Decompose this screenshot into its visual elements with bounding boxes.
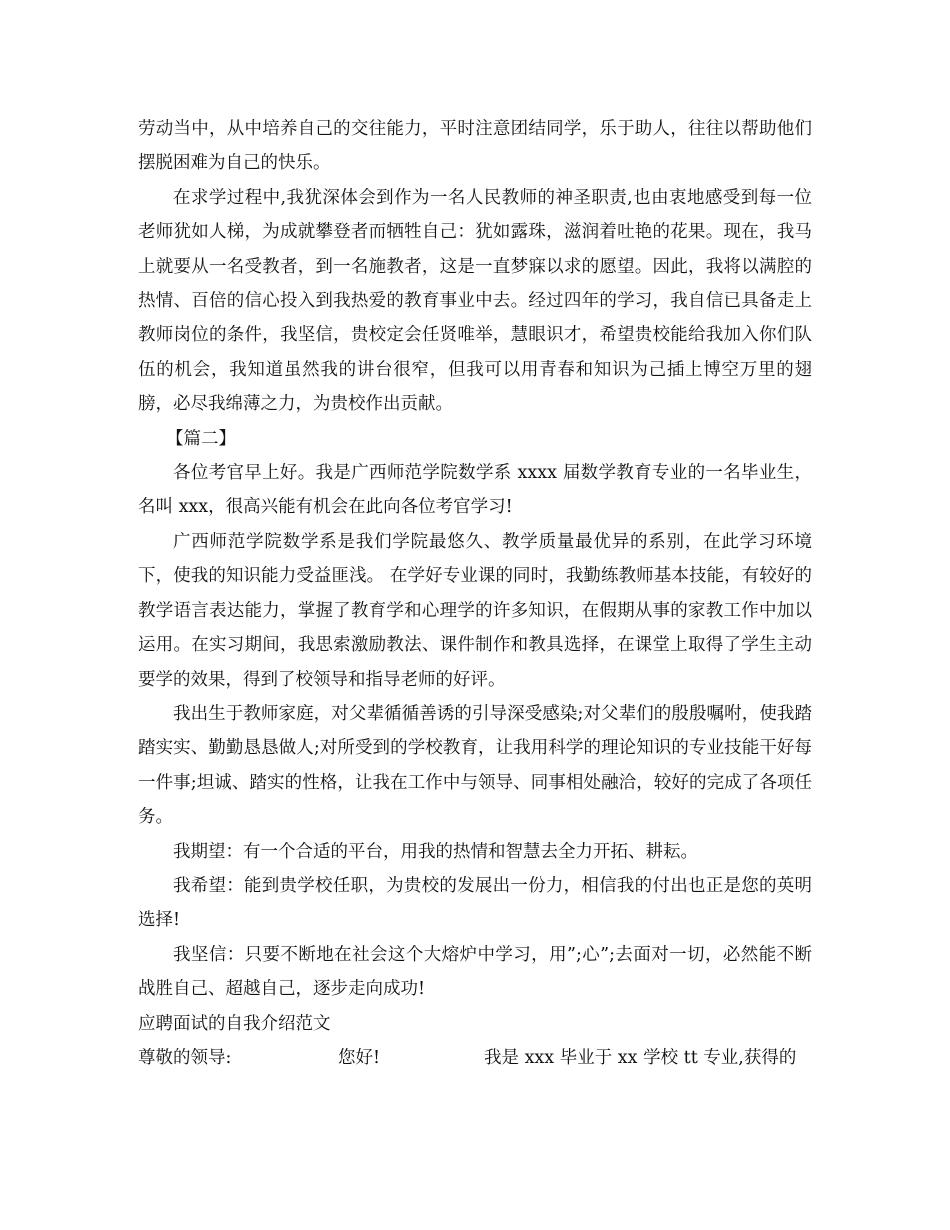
article-title: 应聘面试的自我介绍范文 — [138, 1013, 331, 1034]
paragraph-belief: 我坚信：只要不断地在社会这个大熔炉中学习，用”;心”;去面对一切，必然能不断战胜自己、超越自己，逐步走向成功! — [138, 944, 812, 1000]
greeting-hello: 您好! — [338, 1047, 381, 1068]
greeting-intro: 我是 xxx 毕业于 xx 学校 tt 专业,获得的 — [484, 1047, 797, 1068]
document-body — [138, 112, 812, 1075]
paragraph-family-background: 我出生于教师家庭，对父辈循循善诱的引导深受感染;对父辈们的殷殷嘱咐，使我踏踏实实、勤勤恳恳做人;对所受到的学校教育，让我用科学的理论知识的专业技能干好每一件事;坦诚、踏实的性格，让我在工作中与领导、同事相处融洽，较好的完成了各项任务。 — [138, 703, 812, 828]
section-heading: 【篇二】 — [166, 428, 236, 449]
paragraph-hope: 我希望：能到贵学校任职，为贵校的发展出一份力，相信我的付出也正是您的英明选择! — [138, 875, 812, 931]
paragraph-continuation: 劳动当中，从中培养自己的交往能力，平时注意团结同学，乐于助人，往往以帮助他们摆脱困难为自己的快乐。 — [138, 119, 812, 174]
paragraph-greeting-examiners: 各位考官早上好。我是广西师范学院数学系 xxxx 届数学教育专业的一名毕业生，名叫 xxx，很高兴能有机会在此向各位考官学习! — [138, 463, 812, 518]
greeting-salutation: 尊敬的领导: — [138, 1047, 232, 1068]
paragraph-study-process: 在求学过程中,我犹深体会到作为一名人民教师的神圣职责,也由衷地感受到每一位老师犹如人梯，为成就攀登者而牺牲自己：犹如露珠，滋润着吐艳的花果。现在，我马上就要从一名受教者，到一名施教者，这是一直梦寐以求的愿望。因此，我将以满腔的热情、百倍的信心投入到我热爱的教育事业中去。经过四年的学习，我自信已具备走上教师岗位的条件，我坚信，贵校定会任贤唯举，慧眼识才，希望贵校能给我加入你们队伍的机会，我知道虽然我的讲台很窄，但我可以用青春和知识为己插上博空万里的翅膀，必尽我绵薄之力，为贵校作出贡献。 — [138, 187, 812, 415]
paragraph-expectation: 我期望：有一个合适的平台，用我的热情和智慧去全力开拓、耕耘。 — [173, 841, 698, 862]
greeting-line — [138, 1041, 812, 1075]
paragraph-math-department: 广西师范学院数学系是我们学院最悠久、教学质量最优异的系别，在此学习环境下，使我的知识能力受益匪浅。 在学好专业课的同时，我勤练教师基本技能，有较好的教学语言表达能力，掌握了教育学和心理学的许多知识，在假期从事的家教工作中加以运用。在实习期间，我思索激励教法、课件制作和教具选择，在课堂上取得了学生主动要学的效果，得到了校领导和指导老师的好评。 — [138, 531, 812, 690]
